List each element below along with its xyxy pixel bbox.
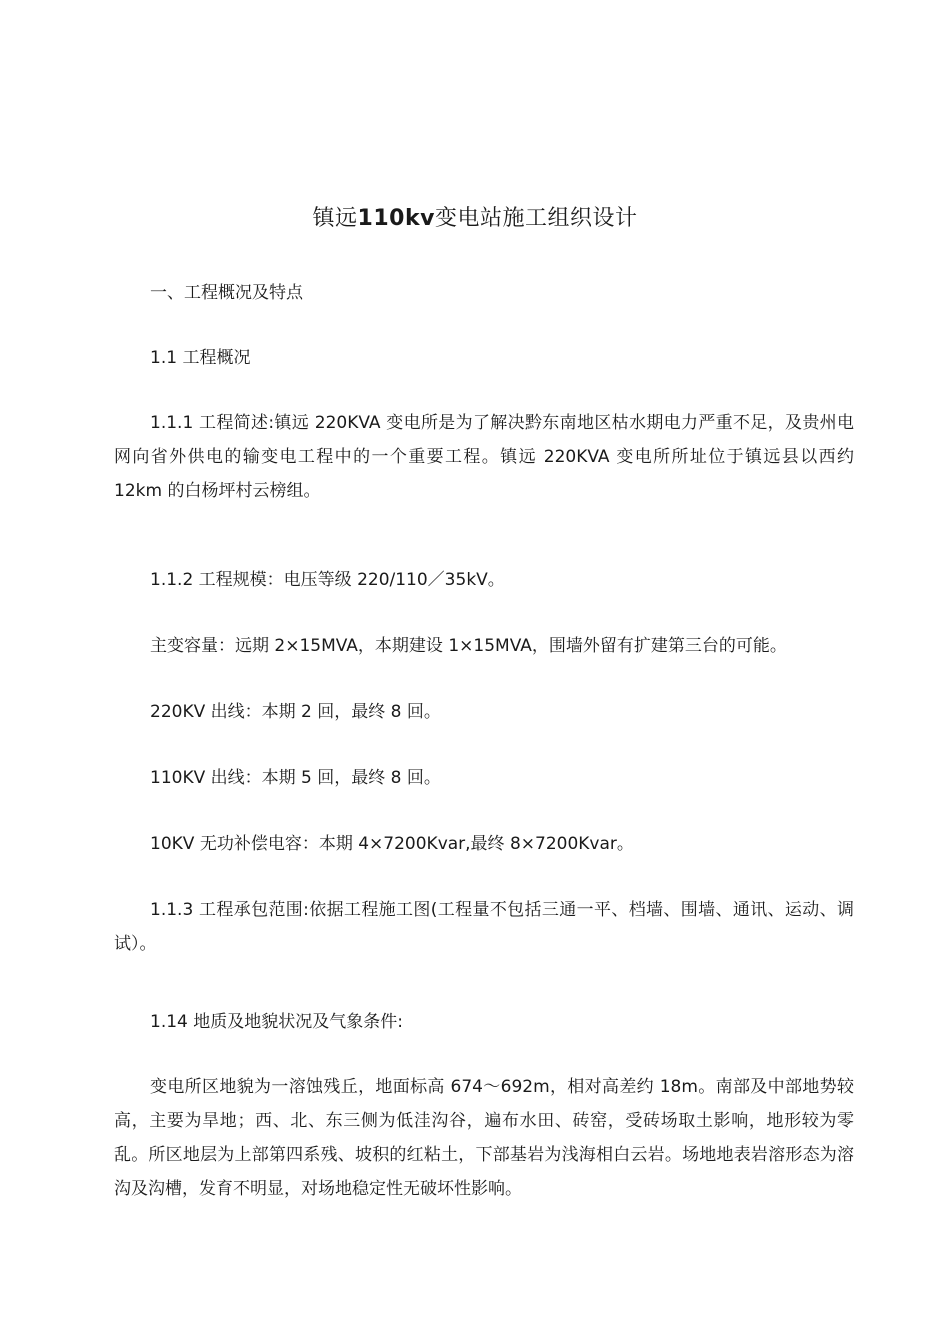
title-prefix: 镇远 xyxy=(312,206,358,231)
section-heading-1: 一、工程概况及特点 xyxy=(150,283,303,303)
paragraph-220kv: 220KV 出线：本期 2 回，最终 8 回。 xyxy=(150,702,441,722)
paragraph-geology: 变电所区地貌为一溶蚀残丘，地面标高 674～692m，相对高差约 18m。南部及中部地势较高，主要为旱地；西、北、东三侧为低洼沟谷，遍布水田、砖窑，受砖场取土影响，地形较为零乱。所区地层为上部第四系残、坡积的红粘土，下部基岩为浅海相白云岩。场地地表岩溶形态为溶沟及沟槽，发育不明显，对场地稳定性无破坏性影响。 xyxy=(114,1077,854,1199)
paragraph-110kv: 110KV 出线：本期 5 回，最终 8 回。 xyxy=(150,768,441,788)
paragraph-capacity: 主变容量：远期 2×15MVA，本期建设 1×15MVA，围墙外留有扩建第三台的可能。 xyxy=(150,636,787,656)
paragraph-1-1-2: 1.1.2 工程规模：电压等级 220/110／35kV。 xyxy=(150,570,505,590)
paragraph-1-1-3: 1.1.3 工程承包范围:依据工程施工图(工程量不包括三通一平、档墙、围墙、通讯、运动、调试）。 xyxy=(114,900,854,954)
title-suffix: 变电站施工组织设计 xyxy=(434,206,638,231)
paragraph-10kv: 10KV 无功补偿电容：本期 4×7200Kvar,最终 8×7200Kvar。 xyxy=(150,834,634,854)
section-heading-1-1: 1.1 工程概况 xyxy=(150,348,251,368)
title-number: 110kv xyxy=(357,206,435,231)
document-title xyxy=(0,203,950,235)
paragraph-1-14: 1.14 地质及地貌状况及气象条件: xyxy=(150,1012,403,1032)
paragraph-1-1-1: 1.1.1 工程简述:镇远 220KVA 变电所是为了解决黔东南地区枯水期电力严重不足，及贵州电网向省外供电的输变电工程中的一个重要工程。镇远 220KVA 变电所所址位于镇远县以西约 12km 的白杨坪村云榜组。 xyxy=(114,413,854,501)
